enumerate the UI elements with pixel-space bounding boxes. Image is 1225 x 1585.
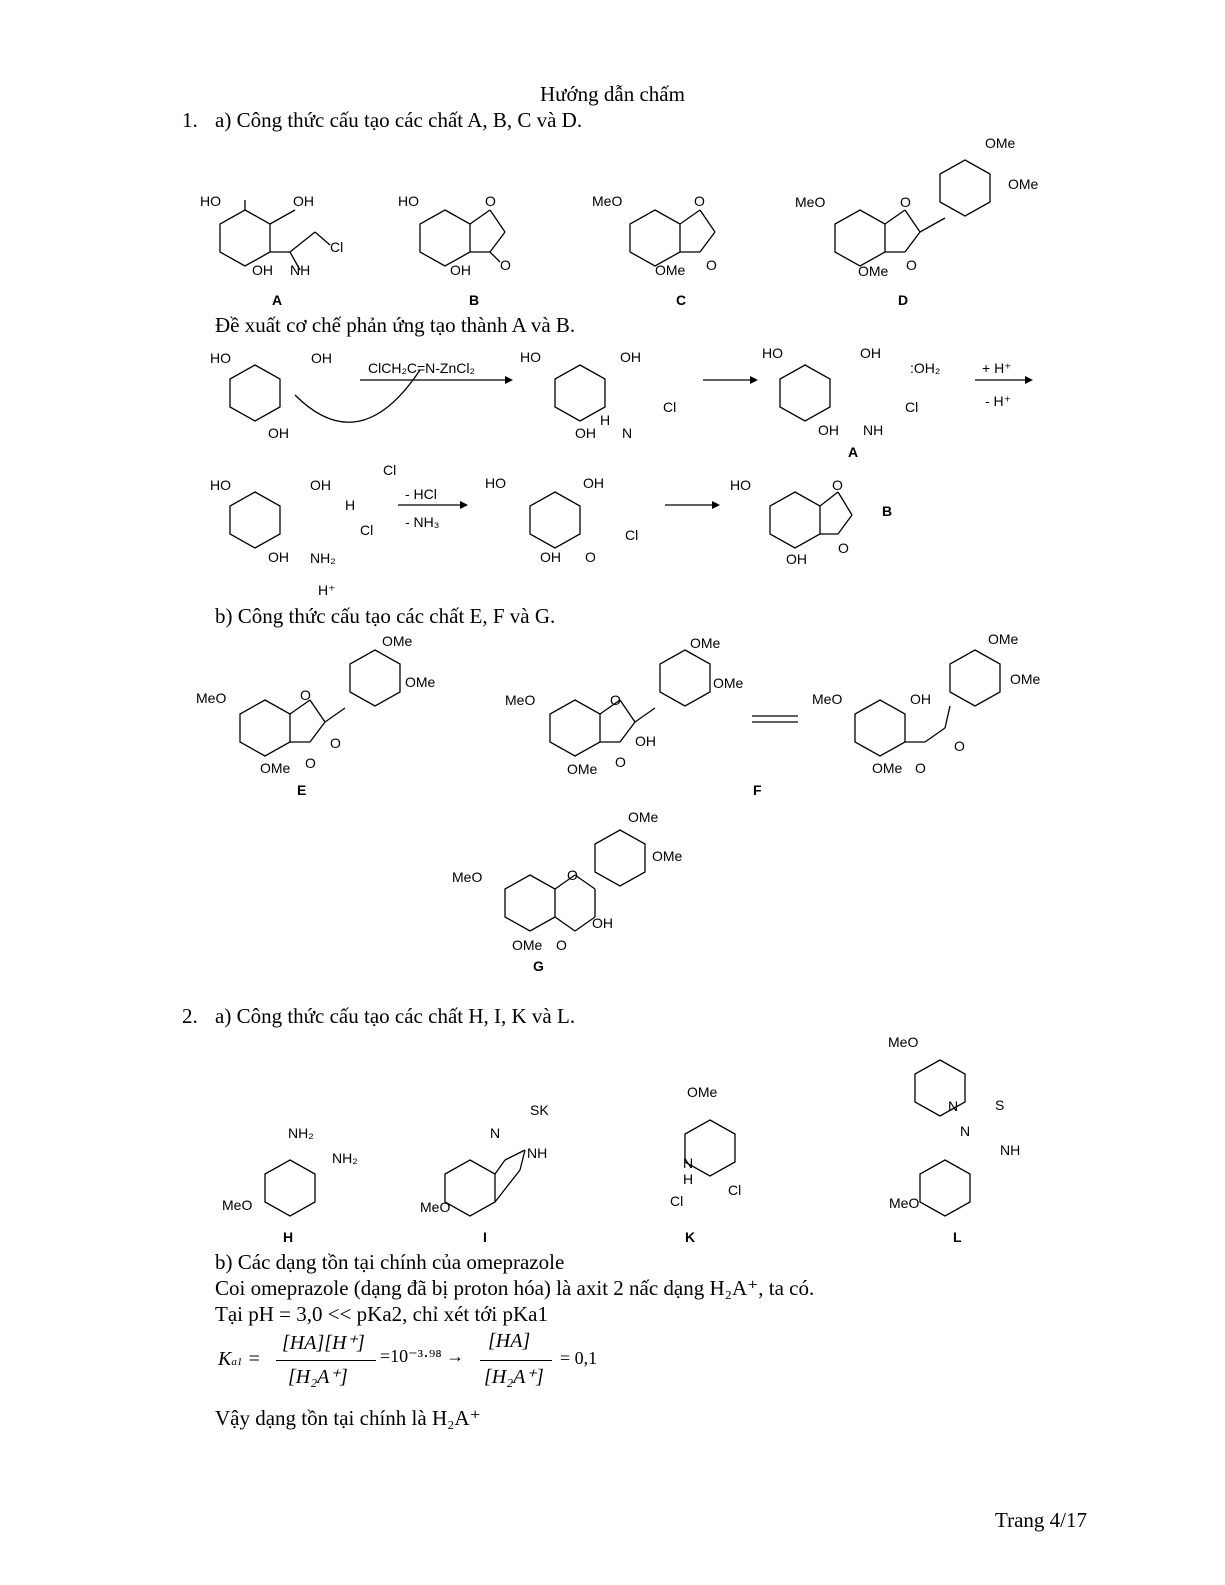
svg-text:NH₂: NH₂ [288,1125,314,1141]
svg-text:O: O [300,687,311,703]
svg-text:OH: OH [310,477,331,493]
label-g: G [533,958,544,974]
svg-text:OMe: OMe [1008,176,1039,192]
svg-text:NH: NH [290,262,311,278]
svg-text:OMe: OMe [567,761,598,777]
svg-text:NH₂: NH₂ [310,550,336,566]
svg-text:HO: HO [210,477,231,493]
svg-text:OH: OH [540,549,561,565]
svg-text:OMe: OMe [512,937,543,953]
svg-text:OH: OH [818,422,839,438]
svg-text:OH: OH [620,349,641,365]
svg-text:OMe: OMe [872,760,903,776]
svg-text:NH: NH [1000,1142,1021,1158]
svg-text:OMe: OMe [985,135,1016,151]
label-l: L [953,1229,962,1245]
svg-text:OH: OH [450,262,471,278]
svg-text:OMe: OMe [988,631,1019,647]
svg-text:Cl: Cl [360,522,374,538]
svg-text:N: N [948,1098,959,1114]
svg-text:OMe: OMe [652,848,683,864]
svg-text:N: N [622,425,633,441]
q1b-heading: b) Công thức cấu tạo các chất E, F và G. [215,604,556,628]
label-b: B [469,292,480,308]
svg-text:O: O [838,540,849,556]
acid-plus: + H⁺ [982,360,1012,376]
label-i: I [483,1229,487,1245]
svg-text:OMe: OMe [713,675,744,691]
label-e: E [297,782,307,798]
svg-text:OH: OH [860,345,881,361]
svg-text:HO: HO [762,345,783,361]
acid-minus: - H⁺ [985,393,1012,409]
svg-text:OH: OH [583,475,604,491]
label-d: D [898,292,909,308]
svg-text:OMe: OMe [690,635,721,651]
svg-text:SK: SK [530,1102,549,1118]
svg-text:OMe: OMe [1010,671,1041,687]
label-a: A [272,292,283,308]
label-b-mech: B [882,503,893,519]
svg-text:MeO: MeO [452,869,483,885]
svg-text:MeO: MeO [795,194,826,210]
svg-text:OH: OH [293,193,314,209]
svg-text:O: O [694,193,705,209]
svg-text:O: O [615,754,626,770]
label-k: K [685,1229,696,1245]
svg-text:MeO: MeO [592,193,623,209]
svg-text:OMe: OMe [655,262,686,278]
svg-text:HO: HO [730,477,751,493]
conclusion: Vậy dạng tồn tại chính là H₂A⁺ [215,1406,481,1430]
elim-nh3: - NH₃ [405,514,440,530]
svg-text:OMe: OMe [260,760,291,776]
svg-text:HO: HO [398,193,419,209]
label-f: F [753,782,762,798]
svg-text:Cl: Cl [670,1193,684,1209]
svg-text:NH: NH [863,422,884,438]
svg-text:O: O [305,755,316,771]
svg-text:O: O [900,194,911,210]
q2b-line1: Coi omeprazole (dạng đã bị proton hóa) là axit 2 nấc dạng H₂A⁺, ta có. [215,1276,815,1300]
q1-number: 1. [182,108,198,132]
svg-text:N: N [683,1155,694,1171]
svg-text:Cl: Cl [383,462,397,478]
svg-text:O: O [585,549,596,565]
svg-text:OH: OH [252,262,273,278]
svg-text:MeO: MeO [505,692,536,708]
svg-text:OMe: OMe [858,263,889,279]
svg-text:O: O [330,735,341,751]
svg-text:H: H [345,497,356,513]
svg-text:O: O [706,257,717,273]
svg-text:OMe: OMe [687,1084,718,1100]
svg-text:OMe: OMe [405,674,436,690]
svg-text:H: H [683,1171,694,1187]
label-h: H [283,1229,294,1245]
svg-text:MeO: MeO [812,691,843,707]
label-a-mech: A [848,444,859,460]
q2-number: 2. [182,1004,198,1028]
svg-text:MeO: MeO [420,1199,451,1215]
svg-text:H: H [600,412,611,428]
svg-text:Cl: Cl [663,399,677,415]
svg-text:HO: HO [200,193,221,209]
svg-text:Cl: Cl [330,239,344,255]
svg-text:OH: OH [268,425,289,441]
page-title: Hướng dẫn chấm [540,82,685,106]
svg-text:H⁺: H⁺ [318,582,336,598]
svg-text:O: O [556,937,567,953]
svg-text:O: O [567,867,578,883]
page-footer: Trang 4/17 [995,1508,1087,1532]
svg-text:O: O [610,692,621,708]
svg-text:OH: OH [575,425,596,441]
svg-text:O: O [832,477,843,493]
svg-text:MeO: MeO [222,1197,253,1213]
svg-text:OH: OH [786,551,807,567]
svg-text:HO: HO [485,475,506,491]
svg-text:OH: OH [635,733,656,749]
svg-text:O: O [485,193,496,209]
q2a-heading: a) Công thức cấu tạo các chất H, I, K và L. [215,1004,576,1028]
svg-text:NH₂: NH₂ [332,1150,358,1166]
svg-text:MeO: MeO [889,1195,920,1211]
svg-text:Cl: Cl [905,399,919,415]
svg-text:OH: OH [311,350,332,366]
svg-text:MeO: MeO [888,1034,919,1050]
svg-text:O: O [906,257,917,273]
svg-text:Cl: Cl [728,1182,742,1198]
q2b-heading: b) Các dạng tồn tại chính của omeprazole [215,1250,565,1274]
svg-text:MeO: MeO [196,690,227,706]
svg-text:OMe: OMe [628,809,659,825]
svg-text::OH₂: :OH₂ [910,360,941,376]
svg-text:O: O [915,760,926,776]
label-c: C [676,292,687,308]
svg-text:HO: HO [520,349,541,365]
q2b-line2: Tại pH = 3,0 << pKa2, chỉ xét tới pKa1 [215,1302,548,1326]
svg-text:OMe: OMe [382,633,413,649]
svg-text:OH: OH [592,915,613,931]
reagent-text: ClCH₂C=N-ZnCl₂ [368,360,475,376]
ka1-equation: Ka1 = [HA][H⁺] [H₂A⁺] =10⁻³·⁹⁸ → [HA] [H₂A⁺] = 0,1 [218,1330,598,1388]
svg-text:O: O [954,738,965,754]
q1a-heading: a) Công thức cấu tạo các chất A, B, C và D. [215,108,583,132]
svg-text:S: S [995,1097,1005,1113]
svg-text:Cl: Cl [625,527,639,543]
svg-text:N: N [960,1123,971,1139]
elim-hcl: - HCl [405,486,437,502]
svg-text:N: N [490,1125,501,1141]
svg-text:NH: NH [527,1145,548,1161]
svg-text:HO: HO [210,350,231,366]
mechanism-heading: Đề xuất cơ chế phản ứng tạo thành A và B. [215,313,576,337]
svg-text:OH: OH [910,691,931,707]
svg-text:O: O [500,257,511,273]
svg-text:OH: OH [268,549,289,565]
